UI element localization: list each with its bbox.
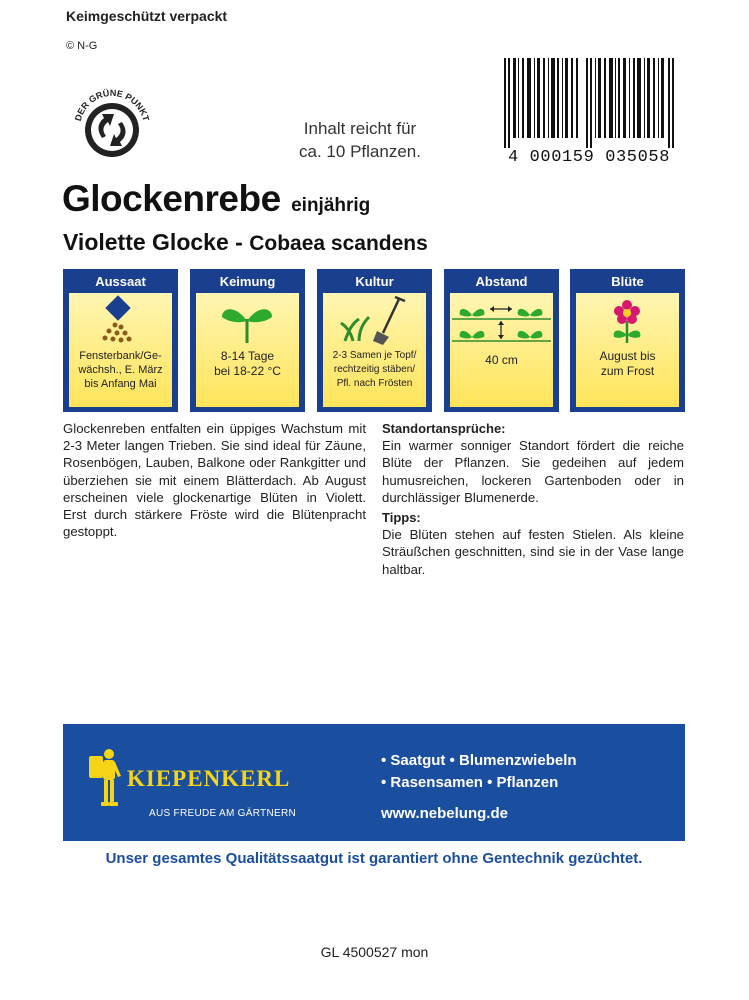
product-subtitle — [63, 229, 428, 256]
subtitle-separator: - — [235, 229, 243, 255]
location-text: Ein warmer sonniger Standort fördert die reiche Blüte der Pflanzen. Sie gedeihen auf jedem humusreichen, lockeren Gartenboden oder in durchlässiger Blumenerde. — [382, 438, 684, 505]
brand-url: www.nebelung.de — [381, 805, 508, 822]
location-heading: Standortansprüche: — [382, 421, 506, 436]
brand-product-list — [381, 750, 577, 794]
content-note-line2: ca. 10 Pflanzen. — [299, 142, 421, 161]
info-card-text — [70, 349, 171, 391]
flower-icon — [576, 295, 679, 347]
product-title-row — [62, 178, 370, 220]
spacing-icon — [450, 295, 553, 347]
green-dot-logo — [66, 80, 158, 172]
article-number: GL 4500527 mon — [320, 944, 429, 960]
info-card-header: Kultur — [355, 274, 394, 289]
info-card-abstand — [444, 269, 559, 412]
gmo-statement: Unser gesamtes Qualitätssaatgut ist garantiert ohne Gentechnik gezüchtet. — [105, 850, 643, 867]
tips-heading: Tipps: — [382, 510, 421, 526]
info-card-keimung — [190, 269, 305, 412]
info-card-body — [323, 293, 426, 407]
barcode-bars — [494, 58, 684, 148]
seedling-icon — [196, 295, 299, 347]
brand-name: KIEPENKERL — [127, 766, 291, 791]
info-card-line: bis Anfang Mai — [84, 378, 157, 390]
info-card-line: zum Frost — [600, 364, 655, 378]
packaging-label: Keimgeschützt verpackt — [66, 8, 228, 24]
basket-carrier-mascot-icon — [85, 746, 123, 814]
info-card-header: Aussaat — [95, 274, 146, 289]
info-card-text — [577, 349, 678, 379]
brand-slogan: AUS FREUDE AM GÄRTNERN — [149, 808, 296, 819]
info-card-line: wächsh., E. März — [78, 364, 163, 376]
info-card-body — [576, 293, 679, 407]
info-card-text — [324, 349, 425, 391]
info-card-line: 40 cm — [485, 353, 518, 367]
info-card-bluete — [570, 269, 685, 412]
barcode-digits: 4 000159 035058 — [507, 148, 671, 167]
info-card-text — [451, 353, 552, 367]
brand-list-line: • Rasensamen • Pflanzen — [381, 774, 559, 791]
seed-packet-icon — [69, 295, 172, 347]
info-card-body — [450, 293, 553, 407]
info-card-line: bei 18-22 °C — [214, 364, 281, 378]
info-card-line: rechtzeitig stäben/ — [333, 364, 416, 375]
info-card-header: Blüte — [611, 274, 644, 289]
product-latin-name: Cobaea scandens — [249, 232, 428, 255]
content-note-line1: Inhalt reicht für — [303, 119, 417, 138]
brand-list-line: • Saatgut • Blumenzwiebeln — [381, 752, 577, 769]
info-card-header: Keimung — [219, 274, 276, 289]
info-card-line: August bis — [599, 349, 656, 363]
green-dot-text: DER GRÜNE PUNKT — [72, 87, 152, 123]
product-annual: einjährig — [291, 195, 371, 216]
info-card-header: Abstand — [475, 274, 528, 289]
spade-plant-icon — [323, 295, 426, 347]
content-note — [260, 117, 460, 163]
info-card-body — [69, 293, 172, 407]
copyright-note: © N-G — [66, 40, 98, 52]
tips-text: Die Blüten stehen auf festen Stielen. Als kleine Sträußchen geschnitten, sind sie in der Vase lange haltbar. — [382, 527, 684, 577]
right-column — [382, 420, 684, 578]
product-variety: Violette Glocke — [63, 229, 229, 255]
info-card-line: Pfl. nach Frösten — [336, 378, 413, 389]
product-name: Glockenrebe — [62, 178, 281, 219]
info-card-body — [196, 293, 299, 407]
info-card-line: 8-14 Tage — [220, 349, 275, 363]
barcode — [494, 58, 684, 168]
info-cards — [63, 269, 685, 412]
info-card-aussaat — [63, 269, 178, 412]
brand-band — [63, 724, 685, 841]
description-text: Glockenreben entfalten ein üppiges Wachstum mit 2-3 Meter langen Trieben. Sie sind ideal für Zäune, Rosenbögen, Lauben, Balkone oder Rankgitter und überziehen sie mit einem Blätterdach. Ab August erscheinen viele glockenartige Blüten in Violett. Erst durch stärkere Fröste wird die Blütenpracht gestoppt. — [63, 421, 366, 540]
info-card-line: Fensterbank/Ge- — [79, 350, 162, 362]
info-card-kultur — [317, 269, 432, 412]
info-card-text — [197, 349, 298, 379]
info-card-line: 2-3 Samen je Topf/ — [332, 350, 417, 361]
